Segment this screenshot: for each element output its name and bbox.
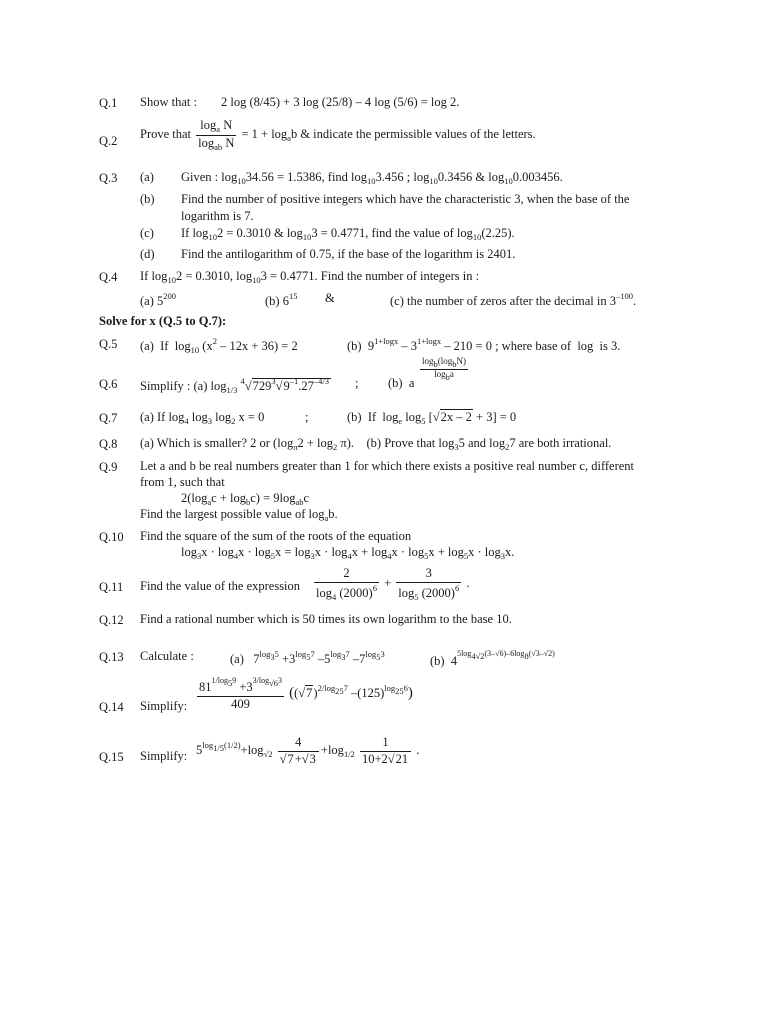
q3c-label: (c) [140, 226, 154, 240]
q1-number: Q.1 [99, 96, 118, 110]
q9-line4: Find the largest possible value of $\log_ab$. [140, 507, 338, 523]
solve-heading: Solve for x (Q.5 to Q.7): [99, 314, 227, 328]
q5-part-b: (b) $9^{1+logx} - 3^{1+logx} - 210 = 0$ ; where base of log is 3. [347, 336, 621, 353]
q3a-label: (a) [140, 170, 154, 184]
q15-expression: $5^{log1/5(1/2)}+\log_{√2}$ $\frac{4}{√7+√3}$ $+\log_{1/2}$ $\frac{1}{10+2√21}$ . [196, 735, 420, 766]
q7-part-b: (b) If $\log_e \log_5 [√2x - 2 + 3] = 0$ [347, 410, 517, 426]
q6-sep: ; [355, 376, 359, 390]
q3a-text: Given : $\log_{10}34.56 = 1.5386$, find $\log_{10}3.456$ ; $\log_{10}0.3456$ & $\log_{10}0.003456$. [181, 170, 563, 186]
q3d-label: (d) [140, 247, 155, 261]
q14-number: Q.14 [99, 700, 124, 714]
q12-number: Q.12 [99, 613, 124, 627]
q3-number: Q.3 [99, 171, 118, 185]
q4-part-b: (b) $6^{15}$ [265, 291, 298, 308]
q10-equation: $\log_3x \cdot \log_4x \cdot \log_5x = \log_3x \cdot \log_4x + \log_4x \cdot \log_5x + \log_5x \cdot \log_3x$. [181, 545, 515, 561]
q7-sep: ; [305, 410, 309, 424]
q3b-label: (b) [140, 192, 155, 206]
q9-equation: $2(\log_ac + \log_bc) = 9\log_{ab}c$ [181, 491, 310, 507]
q4-line1: If $\log_{10}2 = 0.3010$, $\log_{10}3 = 0.4771$. Find the number of integers in : [140, 269, 480, 285]
q11-expression: $\frac{2}{\log_4 (2000)^6}$ + $\frac{3}{\log_5 (2000)^6}$ . [316, 566, 470, 602]
q2-statement: Prove that $\frac{\log_a N}{\log_{ab} N}$ = $1 + \log_ab$ & indicate the permissible values of the letters. [140, 118, 536, 152]
q15-number: Q.15 [99, 750, 124, 764]
q4-amp: & [325, 291, 335, 305]
q10-number: Q.10 [99, 530, 124, 544]
q15-text: Simplify: [140, 749, 188, 763]
q5-number: Q.5 [99, 337, 118, 351]
q9-number: Q.9 [99, 460, 118, 474]
q3b-line1: Find the number of positive integers which have the characteristic 3, when the base of the [181, 192, 630, 206]
q4-number: Q.4 [99, 270, 118, 284]
q13-number: Q.13 [99, 650, 124, 664]
q3b-line2: logarithm is 7. [181, 209, 254, 223]
q3d-text: Find the antilogarithm of 0.75, if the base of the logarithm is 2401. [181, 247, 516, 261]
q6-part-b: (b) a [388, 376, 415, 390]
q12-text: Find a rational number which is 50 times its own logarithm to the base 10. [140, 612, 512, 626]
q10-line1: Find the square of the sum of the roots of the equation [140, 529, 412, 543]
q8-text: (a) Which is smaller? 2 or $(\log_\pi 2 + \log_2 \pi)$. (b) Prove that $\log_35$ and $\log_27$ are both irrational. [140, 436, 612, 452]
q11-text: Find the value of the expression [140, 579, 301, 593]
q14-expression: $\frac{81^{1/log59} +3^{3/log√63}}{409}$ ($(√7)^{2/log257}$ $-(125)^{log256}$) [199, 676, 413, 711]
q8-number: Q.8 [99, 437, 118, 451]
q6-number: Q.6 [99, 377, 118, 391]
q7-part-a: (a) If $\log_4 \log_3 \log_2 x = 0$ [140, 410, 265, 426]
q4-part-a: (a) $5^{200}$ [140, 291, 176, 308]
q4-part-c: (c) the number of zeros after the decimal in $3^{-100}$. [390, 291, 637, 308]
q1-label: Show that : [140, 95, 197, 109]
q13-part-a: (a) $7^{log35} +3^{log57}$ $-5^{log37}$ $-7^{log53}$ [230, 649, 385, 666]
q11-number: Q.11 [99, 580, 124, 594]
q9-line1: Let a and b be real numbers greater than 1 for which there exists a positive real number c, different [140, 459, 635, 473]
q13-text: Calculate : [140, 649, 194, 663]
q13-part-b: (b) $4^{5log4√2(3-√6)-6log8(√3-√2)}$ [430, 649, 555, 668]
q6-exponent: logb(logbN) logba [422, 356, 467, 382]
q9-line2: from 1, such that [140, 475, 225, 489]
q14-text: Simplify: [140, 699, 188, 713]
q1-expression: 2 log (8/45) + 3 log (25/8) – 4 log (5/6) = log 2. [221, 95, 460, 109]
q7-number: Q.7 [99, 411, 118, 425]
q5-part-a: (a) If $\log_{10} (x^2 - 12x + 36) = 2$ [140, 336, 298, 355]
q3c-text: If $\log_{10}2 = 0.3010$ & $\log_{10}3 = 0.4771$, find the value of $\log_{10}(2.25)$. [181, 226, 515, 242]
q6-part-a: Simplify : (a) $\log_{1/3} ^4√729^3√9^{-1}.27^{-4/3}$ [140, 376, 329, 395]
q2-number: Q.2 [99, 134, 118, 148]
